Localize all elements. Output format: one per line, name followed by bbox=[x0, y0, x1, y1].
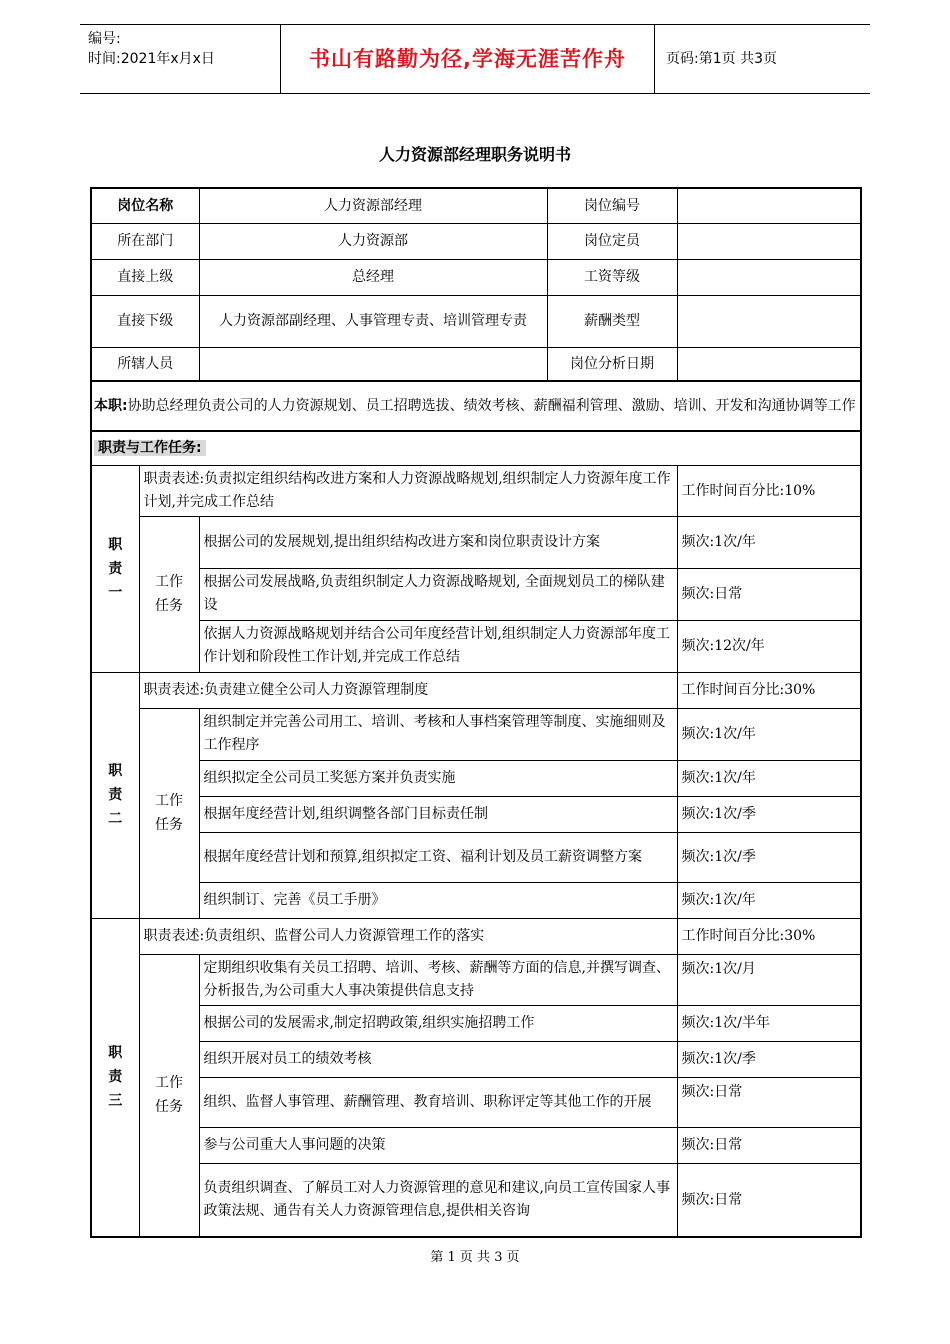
info-row bbox=[91, 295, 861, 347]
duties-heading-row bbox=[91, 431, 861, 465]
info-value: 人力资源部经理 bbox=[199, 188, 547, 223]
page-footer: 第 1 页 共 3 页 bbox=[430, 1250, 520, 1265]
info-key: 直接下级 bbox=[91, 295, 199, 347]
task-text: 依据人力资源战略规划并结合公司年度经营计划,组织制定人力资源部年度工作计划和阶段性工作计划,并完成工作总结 bbox=[199, 620, 677, 672]
task-frequency: 频次:1次/月 bbox=[677, 954, 861, 1005]
info-value bbox=[677, 223, 861, 259]
info-key: 岗位定员 bbox=[547, 223, 677, 259]
task-row bbox=[91, 882, 861, 918]
task-row bbox=[91, 1163, 861, 1237]
task-text: 组织制订、完善《员工手册》 bbox=[199, 882, 677, 918]
duty-statement: 职责表述:负责建立健全公司人力资源管理制度 bbox=[139, 672, 677, 708]
info-value: 总经理 bbox=[199, 259, 547, 295]
task-text: 定期组织收集有关员工招聘、培训、考核、薪酬等方面的信息,并撰写调查、分析报告,为公司重大人事决策提供信息支持 bbox=[199, 954, 677, 1005]
job-description-table bbox=[90, 187, 862, 1238]
info-key: 所在部门 bbox=[91, 223, 199, 259]
duty-label-text: 职责二 bbox=[108, 763, 123, 827]
duty-statement: 职责表述:负责组织、监督公司人力资源管理工作的落实 bbox=[139, 918, 677, 954]
task-frequency: 频次:1次/季 bbox=[677, 796, 861, 832]
task-row bbox=[91, 832, 861, 882]
task-row bbox=[91, 1005, 861, 1041]
task-row bbox=[91, 620, 861, 672]
duty-statement-row bbox=[91, 918, 861, 954]
duty-label-text: 职责三 bbox=[108, 1045, 123, 1110]
task-text: 参与公司重大人事问题的决策 bbox=[199, 1127, 677, 1163]
task-row bbox=[91, 1127, 861, 1163]
task-frequency: 频次:12次/年 bbox=[677, 620, 861, 672]
task-row bbox=[91, 954, 861, 1005]
task-row bbox=[91, 760, 861, 796]
info-key: 岗位分析日期 bbox=[547, 347, 677, 381]
duty-time-pct: 工作时间百分比:10% bbox=[677, 465, 861, 516]
summary-text: 协助总经理负责公司的人力资源规划、员工招聘选拔、绩效考核、薪酬福利管理、激励、培训、开发和沟通协调等工作 bbox=[127, 397, 856, 414]
info-value bbox=[677, 259, 861, 295]
task-frequency: 频次:日常 bbox=[677, 1127, 861, 1163]
header-divider bbox=[654, 25, 655, 93]
info-value bbox=[677, 347, 861, 381]
task-frequency: 频次:1次/年 bbox=[677, 516, 861, 568]
task-label-text: 工作任务 bbox=[155, 1075, 183, 1116]
time-label: 时间:2021年x月x日 bbox=[88, 51, 215, 67]
duty-time-pct: 工作时间百分比:30% bbox=[677, 672, 861, 708]
task-text: 根据公司的发展规划,提出组织结构改进方案和岗位职责设计方案 bbox=[199, 516, 677, 568]
task-frequency: 频次:1次/年 bbox=[677, 760, 861, 796]
info-key: 薪酬类型 bbox=[547, 295, 677, 347]
info-row bbox=[91, 347, 861, 381]
task-frequency: 频次:日常 bbox=[677, 1077, 861, 1127]
info-key: 岗位名称 bbox=[91, 188, 199, 223]
duty-statement: 职责表述:负责拟定组织结构改进方案和人力资源战略规划,组织制定人力资源年度工作计划,并完成工作总结 bbox=[139, 465, 677, 516]
task-row bbox=[91, 1077, 861, 1127]
task-frequency: 频次:日常 bbox=[677, 568, 861, 620]
duty-label-text: 职责一 bbox=[108, 536, 123, 601]
header-meta bbox=[88, 29, 288, 69]
task-text: 组织开展对员工的绩效考核 bbox=[199, 1041, 677, 1077]
task-text: 组织、监督人事管理、薪酬管理、教育培训、职称评定等其他工作的开展 bbox=[199, 1077, 677, 1127]
task-label-text: 工作任务 bbox=[155, 574, 183, 614]
task-row bbox=[91, 1041, 861, 1077]
duty-label bbox=[91, 918, 139, 1237]
task-frequency: 频次:日常 bbox=[677, 1163, 861, 1237]
info-value: 人力资源部 bbox=[199, 223, 547, 259]
task-text: 根据年度经营计划,组织调整各部门目标责任制 bbox=[199, 796, 677, 832]
task-text: 根据公司发展战略,负责组织制定人力资源战略规划, 全面规划员工的梯队建设 bbox=[199, 568, 677, 620]
task-text: 组织制定并完善公司用工、培训、考核和人事档案管理等制度、实施细则及工作程序 bbox=[199, 708, 677, 760]
info-row bbox=[91, 188, 861, 223]
summary-row bbox=[91, 381, 861, 431]
task-row bbox=[91, 568, 861, 620]
info-row bbox=[91, 223, 861, 259]
duty-time-pct: 工作时间百分比:30% bbox=[677, 918, 861, 954]
info-value bbox=[677, 188, 861, 223]
summary-label: 本职: bbox=[94, 397, 128, 414]
task-label bbox=[139, 516, 199, 672]
info-value: 人力资源部副经理、人事管理专责、培训管理专责 bbox=[199, 295, 547, 347]
task-text: 根据公司的发展需求,制定招聘政策,组织实施招聘工作 bbox=[199, 1005, 677, 1041]
header-motto: 书山有路勤为径,学海无涯苦作舟 bbox=[309, 47, 626, 71]
info-key: 工资等级 bbox=[547, 259, 677, 295]
info-key: 直接上级 bbox=[91, 259, 199, 295]
info-value bbox=[199, 347, 547, 381]
info-row bbox=[91, 259, 861, 295]
info-key: 岗位编号 bbox=[547, 188, 677, 223]
task-frequency: 频次:1次/年 bbox=[677, 882, 861, 918]
document-header bbox=[80, 24, 870, 94]
task-frequency: 频次:1次/年 bbox=[677, 708, 861, 760]
task-row bbox=[91, 708, 861, 760]
task-text: 根据年度经营计划和预算,组织拟定工资、福利计划及员工薪资调整方案 bbox=[199, 832, 677, 882]
duty-label bbox=[91, 672, 139, 918]
task-label-text: 工作任务 bbox=[155, 793, 183, 833]
task-frequency: 频次:1次/季 bbox=[677, 832, 861, 882]
duty-statement-row bbox=[91, 672, 861, 708]
task-row bbox=[91, 516, 861, 568]
duty-statement-row bbox=[91, 465, 861, 516]
task-frequency: 频次:1次/季 bbox=[677, 1041, 861, 1077]
task-text: 负责组织调查、了解员工对人力资源管理的意见和建议,向员工宣传国家人事政策法规、通告有关人力资源管理信息,提供相关咨询 bbox=[199, 1163, 677, 1237]
task-frequency: 频次:1次/半年 bbox=[677, 1005, 861, 1041]
task-text: 组织拟定全公司员工奖惩方案并负责实施 bbox=[199, 760, 677, 796]
duties-heading: 职责与工作任务: bbox=[94, 440, 206, 456]
document-title: 人力资源部经理职务说明书 bbox=[378, 145, 571, 164]
duty-label bbox=[91, 465, 139, 672]
info-value bbox=[677, 295, 861, 347]
task-row bbox=[91, 796, 861, 832]
task-label bbox=[139, 708, 199, 918]
task-label bbox=[139, 954, 199, 1237]
info-key: 所辖人员 bbox=[91, 347, 199, 381]
number-label: 编号: bbox=[88, 31, 121, 47]
page-code: 页码:第1页 共3页 bbox=[666, 51, 777, 67]
